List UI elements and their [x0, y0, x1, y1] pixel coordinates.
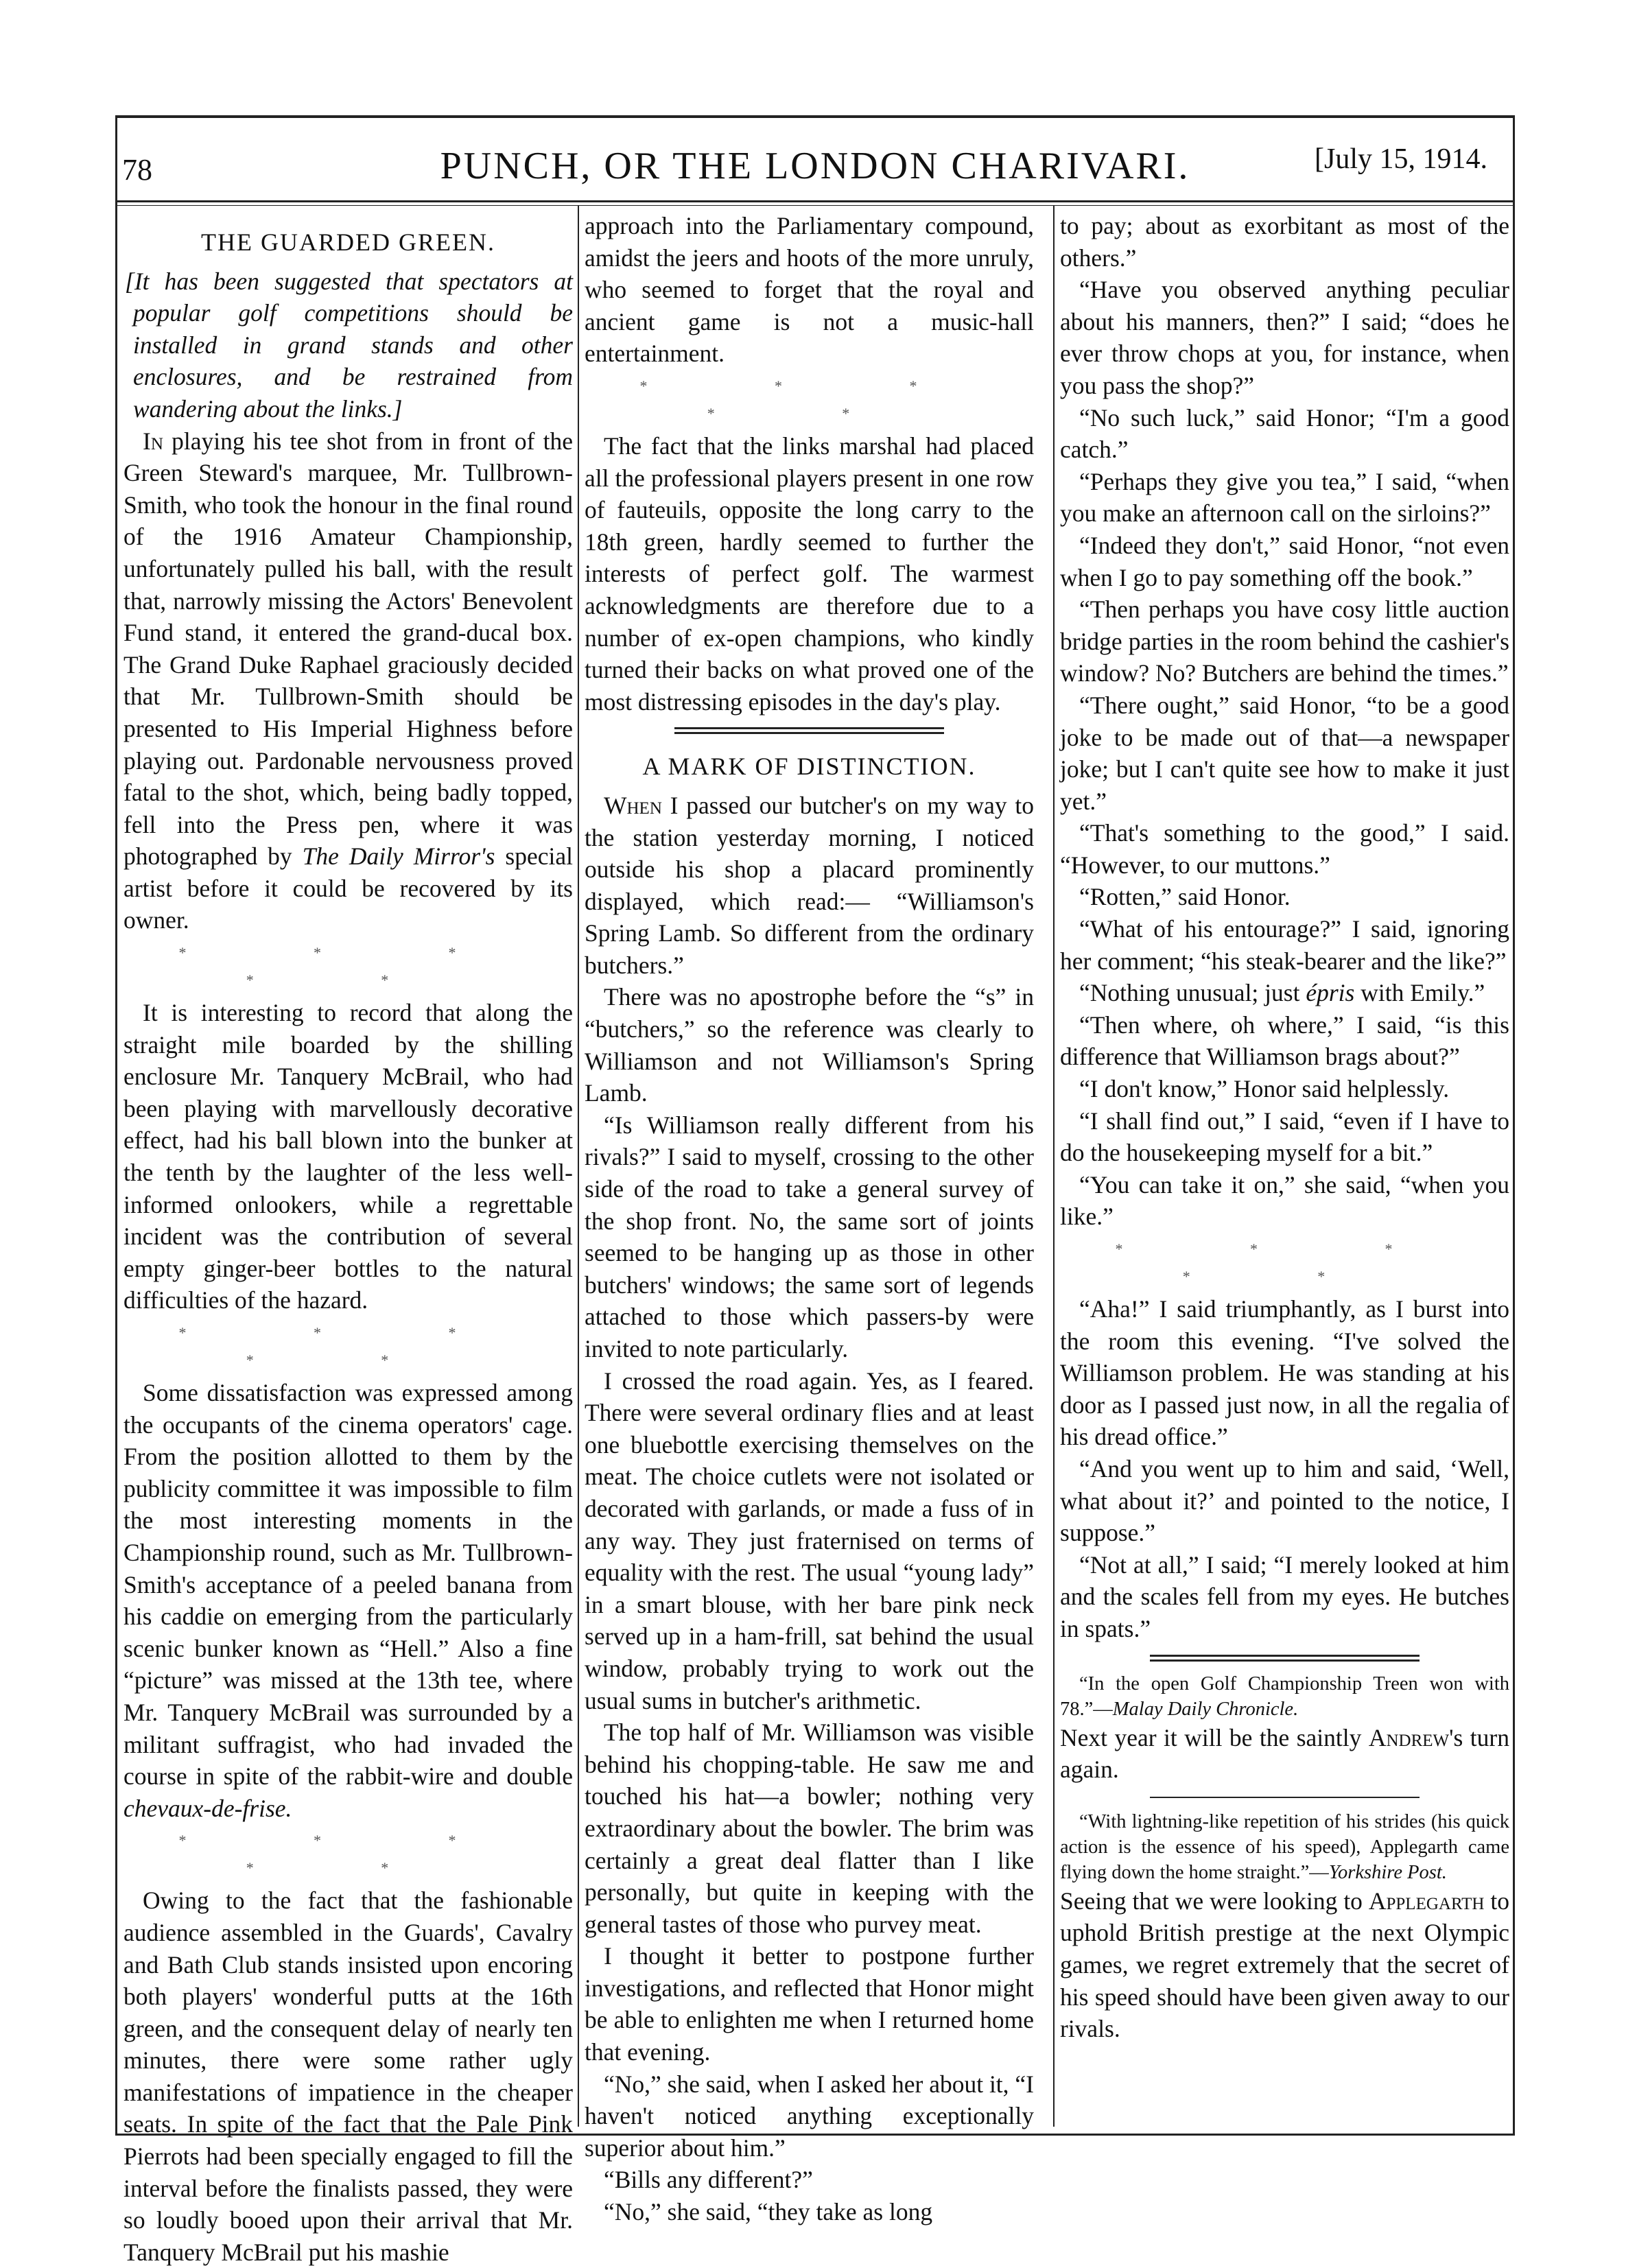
text-run: Applegarth [1368, 1887, 1485, 1915]
text-run: 's turn again. [1060, 1723, 1509, 1784]
text-run: special artist before it could be recovered by its owner. [123, 842, 573, 934]
text-run: “Perhaps they give you tea,” I said, “when you make an afternoon call on the sirloins?” [1060, 467, 1509, 528]
text-run: “With lightning-like repetition of his strides (his quick action is the essence of his speed), Applegarth came flying down the home straight.”— [1060, 1810, 1509, 1883]
text-run: The top half of Mr. Williamson was visible behind his chopping-table. He saw me and touched his hat—a bowler; nothing very extraordinary about the bowler. The brim was certainly a great deal flatter than I like personally, but quite in keeping with the general tastes of those who purvey meat. [585, 1718, 1034, 1938]
text-run: [It has been suggested that spectators at popular golf competitions should be installed in grand stands and other enclosures, and be restrained from wandering about the links.] [125, 267, 573, 423]
text-run: “Bills any different?” [604, 2166, 813, 2194]
text-run: “No such luck,” said Honor; “I'm a good catch.” [1060, 403, 1509, 464]
section-break-stars: * * * * * [178, 1324, 518, 1369]
paragraph [1060, 1009, 1509, 1073]
issue-date: [July 15, 1914. [1315, 143, 1487, 175]
paragraph [1060, 1722, 1509, 1786]
text-run: “Then perhaps you have cosy little auction bridge parties in the room behind the cashier's window? No? Butchers are behind the times.” [1060, 595, 1509, 687]
separator-rule [674, 727, 944, 734]
text-run: Owing to the fact that the fashionable audience assembled in the Guards', Cavalry and Bath Club stands insisted upon encoring both players' wonderful putts at the 16th green, and the consequent delay of nearly ten minutes, there were some rather ugly manifestations of impatience in the cheaper seats. In spite of the fact that the Pale Pink Pierrots had been specially engaged to fill the interval before the finalists passed, they were so loudly booed upon their arrival that Mr. Tanquery McBrail put his mashie [123, 1887, 573, 2266]
section-break-stars: * * * * * [1115, 1240, 1455, 1285]
paragraph [1060, 530, 1509, 593]
paragraph [585, 1716, 1034, 1940]
column-1 [123, 210, 573, 2268]
text-run: épris [1306, 979, 1355, 1007]
text-run: I thought it better to postpone further investigations, and reflected that Honor might be able to enlighten me when I returned home that evening. [585, 1942, 1034, 2066]
text-run: “That's something to the good,” I said. “However, to our muttons.” [1060, 819, 1509, 879]
paragraph [585, 2164, 1034, 2196]
text-run: “And you went up to him and said, ‘Well, what about it?’ and pointed to the notice, I suppose.” [1060, 1454, 1509, 1547]
text-run: Malay Daily Chronicle. [1112, 1698, 1299, 1720]
text-run: Some dissatisfaction was expressed among the occupants of the cinema operators' cage. From the position allotted to them by the publicity committee it was impossible to film the most interesting moments in the Championship round, such as Mr. Tullbrown-Smith's acceptance of a peeled banana from his caddie on emerging from the particularly scenic bunker known as “Hell.” Also a fine “picture” was missed at the 13th tee, where Mr. Tanquery McBrail was surrounded by a militant suffragist, who had invaded the course in spite of the rabbit-wire and double [123, 1379, 573, 1791]
paragraph [585, 790, 1034, 982]
text-run: “No,” she said, when I asked her about it, “I haven't noticed anything exceptionally superior about him.” [585, 2070, 1034, 2162]
text-run: “No,” she said, “they take as long [604, 2198, 933, 2226]
paragraph [585, 2196, 1034, 2228]
paragraph [585, 1365, 1034, 1717]
text-run: chevaux-de-frise. [123, 1794, 292, 1822]
paragraph [1060, 1293, 1509, 1453]
article-title: A MARK OF DISTINCTION. [642, 753, 976, 781]
section-break-stars: * * * * * [639, 377, 979, 422]
text-run: “Then where, oh where,” I said, “is this difference that Williamson brags about?” [1060, 1011, 1509, 1071]
separator-rule [1150, 1797, 1420, 1798]
paragraph [585, 981, 1034, 1109]
text-run: Seeing that we were looking to [1060, 1887, 1369, 1915]
text-run: I passed our butcher's on my way to the station yesterday morning, I noticed outside his shop a placard prominently displayed, which read:— “Williamson's Spring Lamb. So different from the ordinary butchers.” [585, 791, 1034, 979]
section-break-stars: * * * * * [178, 1832, 518, 1877]
paragraph [1060, 274, 1509, 401]
text-run: Next year it will be the saintly [1060, 1723, 1369, 1751]
text-run: “There ought,” said Honor, “to be a good joke to be made out of that—a newspaper joke; but I can't quite see how to make it just yet.” [1060, 691, 1509, 815]
paragraph [1060, 210, 1509, 274]
paragraph [1060, 1073, 1509, 1105]
paragraph [585, 210, 1034, 370]
text-run: with Emily.” [1354, 979, 1485, 1007]
text-run: When [604, 791, 662, 819]
section-break-stars: * * * * * [178, 944, 518, 989]
paragraph [585, 1940, 1034, 2068]
article-intro [123, 265, 573, 425]
paragraph [123, 1377, 573, 1824]
text-run: to uphold British prestige at the next Olympic games, we regret extremely that the secret of his speed should have been given away to our rivals. [1060, 1887, 1509, 2043]
text-run: “You can take it on,” she said, “when you like.” [1060, 1170, 1509, 1231]
text-run: “I shall find out,” I said, “even if I have to do the housekeeping myself for a bit.” [1060, 1107, 1509, 1167]
text-run: There was no apostrophe before the “s” in “butchers,” so the reference was clearly to Williamson and not Williamson's Spring Lamb. [585, 983, 1034, 1107]
column-divider [578, 206, 579, 2127]
text-run: approach into the Parliamentary compound, amidst the jeers and hoots of the more unruly, who seemed to forget that the royal and ancient game is not a music-hall entertainment. [585, 212, 1034, 368]
article-title: THE GUARDED GREEN. [201, 228, 495, 256]
paragraph [1060, 1549, 1509, 1645]
paragraph [123, 1885, 573, 2268]
text-run: “Nothing unusual; just [1079, 979, 1306, 1007]
paragraph [1060, 913, 1509, 977]
masthead: PUNCH, OR THE LONDON CHARIVARI. [440, 145, 1190, 187]
text-run: “Have you observed anything peculiar about his manners, then?” I said; “does he ever throw chops at you, for instance, when you pass the shop?” [1060, 276, 1509, 399]
paragraph [585, 2068, 1034, 2164]
paragraph [1060, 977, 1509, 1009]
text-run: It is interesting to record that along the straight mile boarded by the shilling enclosure Mr. Tanquery McBrail, who had been playing with marvellously decorative effect, had his ball blown into the bunker at the tenth by the laughter of the less well-informed onlookers, while a regrettable incident was the contribution of several empty ginger-beer bottles to the natural difficulties of the hazard. [123, 999, 573, 1314]
page-header [115, 137, 1515, 199]
page-number: 78 [122, 153, 152, 187]
quoted-extract [1060, 1671, 1509, 1722]
paragraph [585, 1109, 1034, 1365]
paragraph [585, 430, 1034, 718]
paragraph [123, 425, 573, 937]
column-divider [1053, 206, 1055, 2127]
text-run: “In the open Golf Championship Treen won with 78.”— [1060, 1673, 1509, 1720]
paragraph [1060, 402, 1509, 466]
text-run: “What of his entourage?” I said, ignoring her comment; “his steak-bearer and the like?” [1060, 915, 1509, 975]
text-run: “Not at all,” I said; “I merely looked at him and the scales fell from my eyes. He butches in spats.” [1060, 1550, 1509, 1642]
text-run: playing his tee shot from in front of the Green Steward's marquee, Mr. Tullbrown-Smith, who took the honour in the final round of the 1916 Amateur Championship, unfortunately pulled his ball, with the result that, narrowly missing the Actors' Benevolent Fund stand, it entered the grand-ducal box. The Grand Duke Raphael graciously decided that Mr. Tullbrown-Smith should be presented to His Imperial Highness before playing out. Pardonable nervousness proved fatal to the shot, which, being badly topped, fell into the Press pen, where it was photographed by [123, 427, 573, 871]
text-run: In [143, 427, 163, 455]
text-run: “Rotten,” said Honor. [1079, 883, 1291, 911]
separator-rule [1150, 1655, 1420, 1662]
text-run: “Aha!” I said triumphantly, as I burst into the room this evening. “I've solved the Williamson problem. He was standing at his door as I passed just now, in all the regalia of his dread office.” [1060, 1295, 1509, 1451]
paragraph [1060, 1453, 1509, 1549]
paragraph [1060, 881, 1509, 913]
text-run: “Indeed they don't,” said Honor, “not even when I go to pay something off the book.” [1060, 531, 1509, 591]
paragraph [123, 997, 573, 1316]
paragraph [1060, 593, 1509, 689]
column-3 [1060, 210, 1509, 2045]
header-rule [115, 200, 1515, 206]
text-run: The fact that the links marshal had placed all the professional players present in one row of fauteuils, opposite the long carry to the 18th green, hardly seemed to further the interests of perfect golf. The warmest acknowledgments are therefore due to a number of ex-open champions, who kindly turned their backs on what proved one of the most distressing episodes in the day's play. [585, 432, 1034, 716]
paragraph [1060, 1105, 1509, 1169]
text-run: Yorkshire Post. [1328, 1861, 1447, 1883]
paragraph [1060, 817, 1509, 881]
text-run: to pay; about as exorbitant as most of the others.” [1060, 212, 1509, 272]
text-run: The Daily Mirror's [302, 842, 495, 871]
quoted-extract [1060, 1809, 1509, 1885]
text-run: I crossed the road again. Yes, as I feared. There were several ordinary flies and at least one bluebottle exercising themselves on the meat. The choice cutlets were not isolated or decorated with garlands, or made a fuss of in any way. They just fraternised on terms of equality with the rest. The usual “young lady” in a smart blouse, with her bare pink neck served up in a ham-frill, sat behind the usual window, probably trying to work out the usual sums in butcher's arithmetic. [585, 1367, 1034, 1714]
paragraph [1060, 1885, 1509, 2045]
paragraph [1060, 1169, 1509, 1233]
paragraph [1060, 466, 1509, 530]
text-run: “I don't know,” Honor said helplessly. [1079, 1075, 1450, 1103]
text-run: “Is Williamson really different from his rivals?” I said to myself, crossing to the other side of the road to take a general survey of the shop front. No, the same sort of joints seemed to be hanging up as those in other butchers' windows; the same sort of legends attached to those which passers-by were invited to note particularly. [585, 1111, 1034, 1362]
column-2 [585, 210, 1034, 2228]
paragraph [1060, 689, 1509, 817]
text-run: Andrew [1368, 1723, 1450, 1751]
